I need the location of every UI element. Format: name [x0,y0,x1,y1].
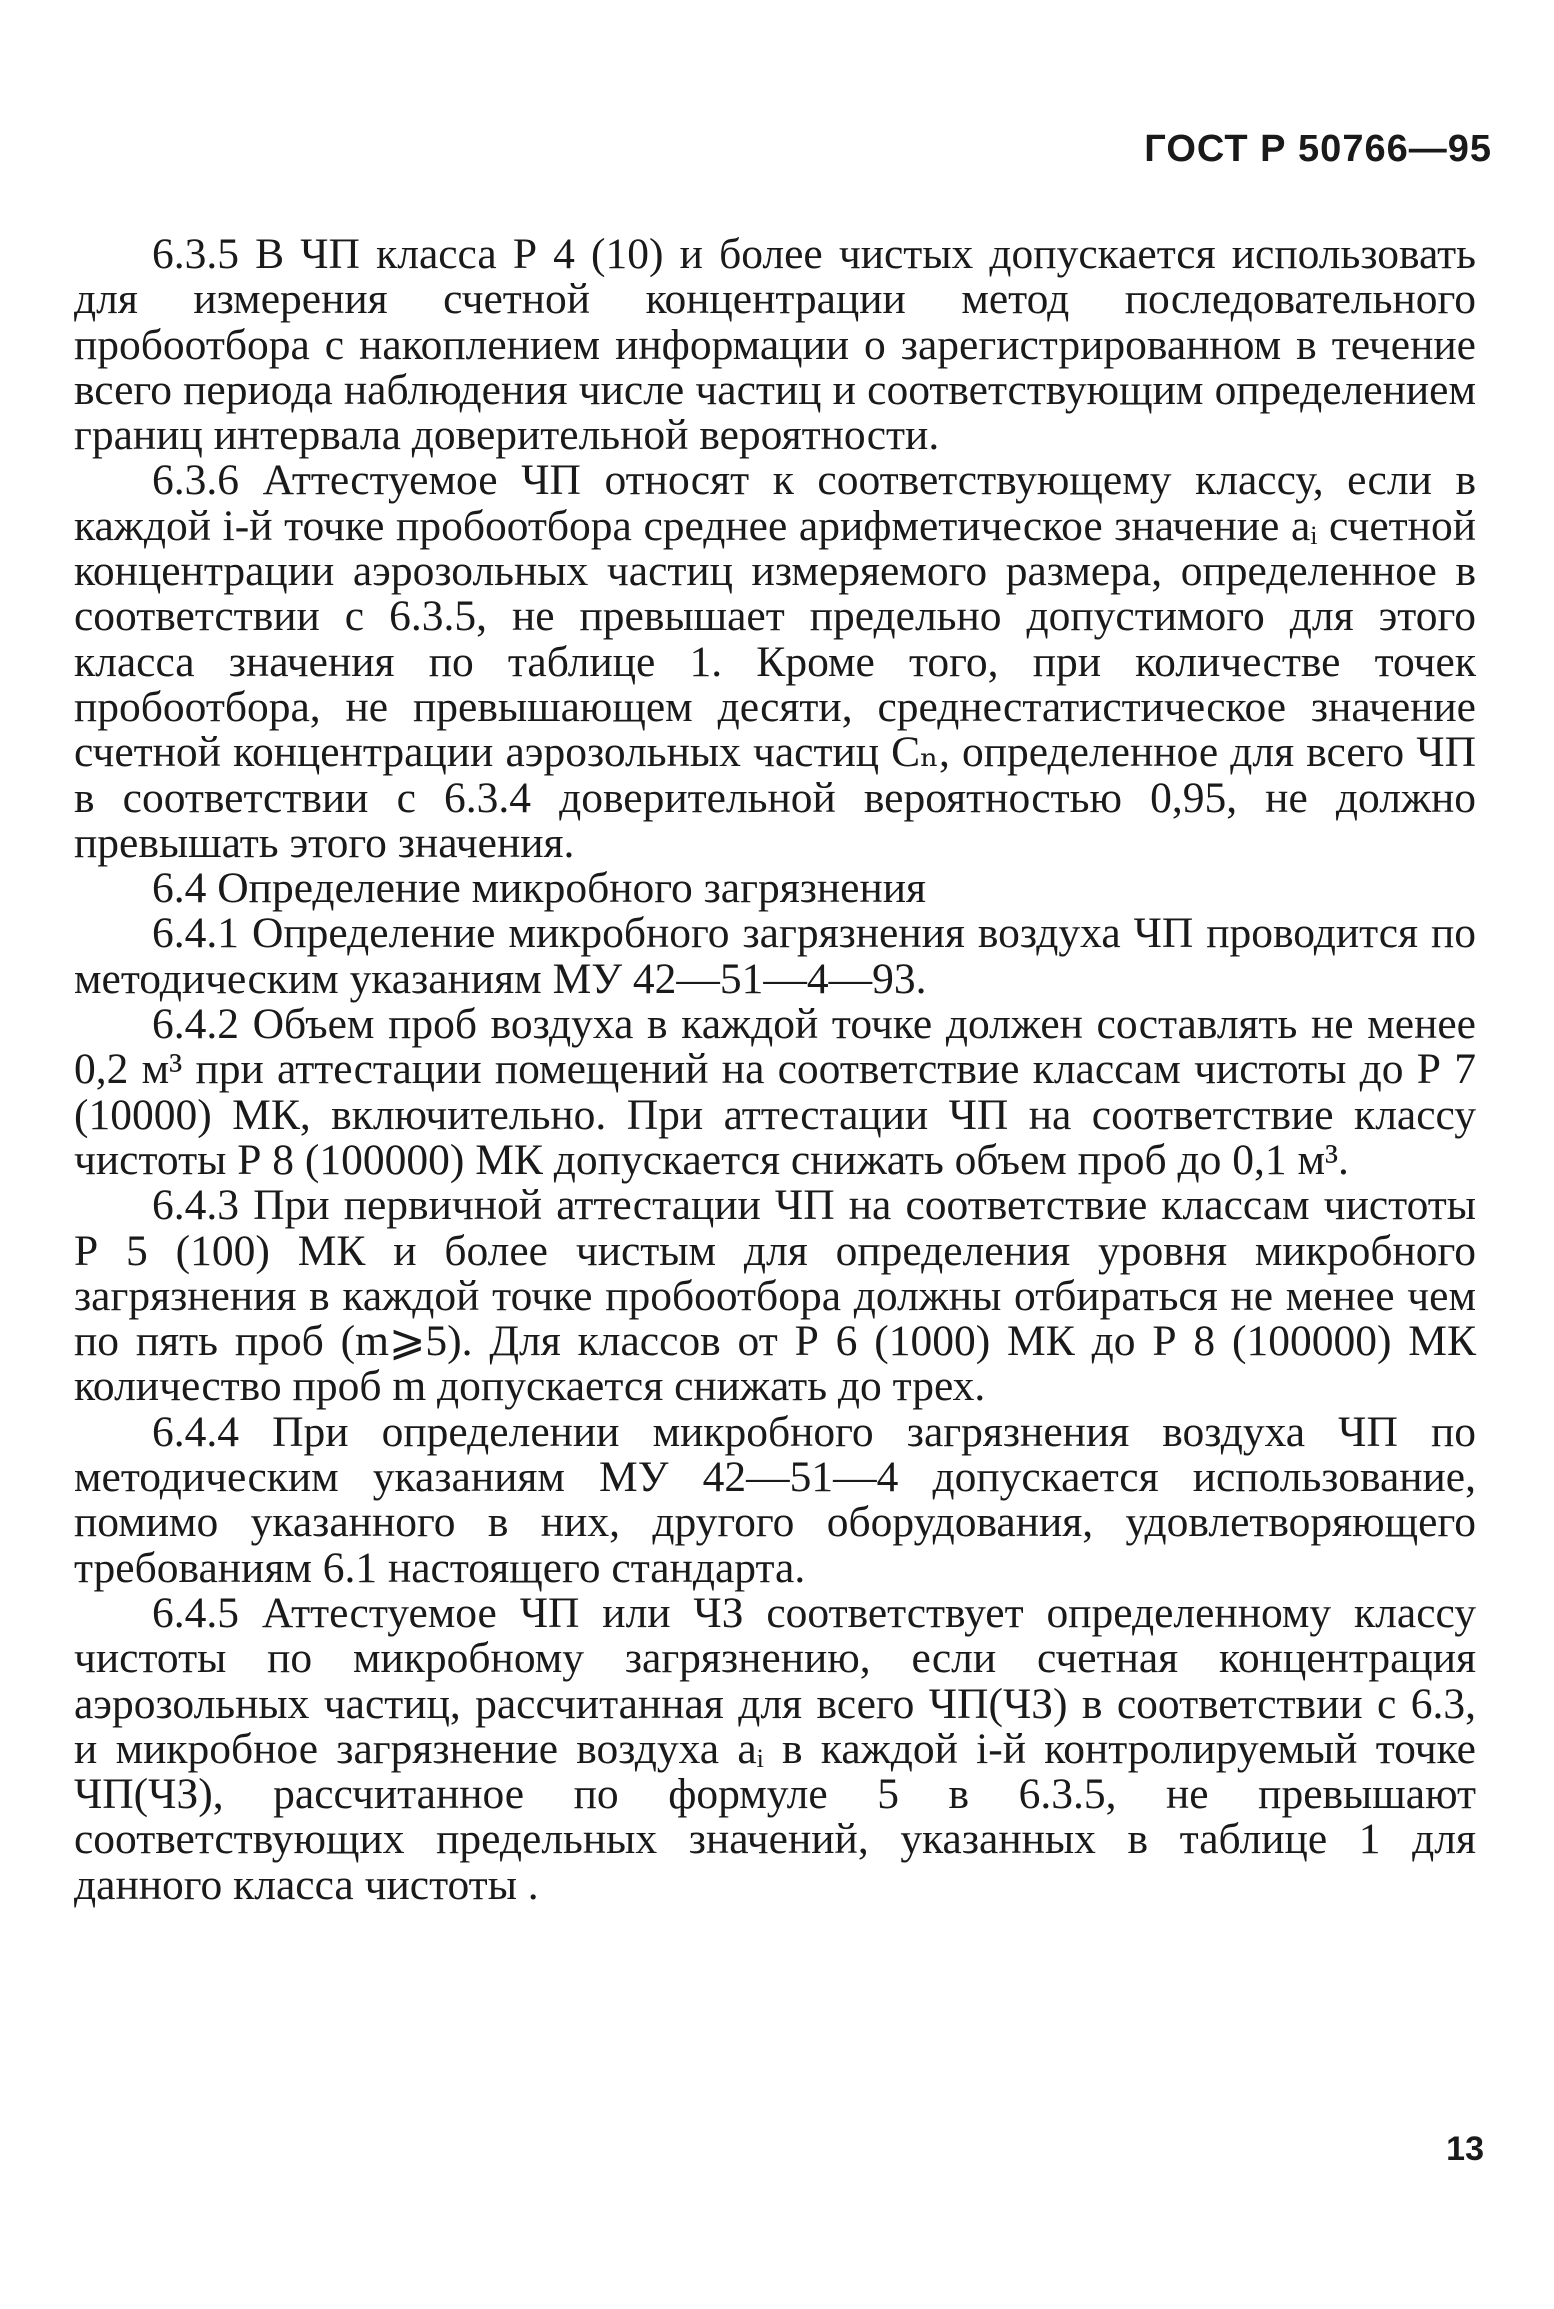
section-heading-6-4: 6.4 Определение микробного загрязнения [152,864,927,913]
paragraph-6-4-2: 6.4.2 Объем проб воздуха в каждой точке должен составлять не менее 0,2 м³ при аттестации помещений на соответствие классам чистоты до Р 7 (10000) МК, включительно. При аттестации ЧП на соответствие классу чистоты Р 8 (100000) МК допускается снижать объем проб до 0,1 м³. [74,1000,1476,1184]
paragraph-6-4-4: 6.4.4 При определении микробного загрязнения воздуха ЧП по методическим указаниям МУ 42—51—4 допускается использование, помимо указанного в них, другого оборудования, удовлетворяющего требованиям 6.1 настоящего стандарта. [74,1407,1476,1592]
paragraph-6-3-6: 6.3.6 Аттестуемое ЧП относят к соответствующему классу, если в каждой i-й точке пробоотбора среднее арифметическое значение aᵢ счетной концентрации аэрозольных частиц измеряемого размера, определенное в соответствии с 6.3.5, не превышает предельно допустимого для этого класса значения по таблице 1. Кроме того, при количестве точек пробоотбора, не превышающем десяти, среднестатистическое значение счетной концентрации аэрозольных частиц Cₙ, определенное для всего ЧП в соответствии с 6.3.4 доверительной вероятностью 0,95, не должно превышать этого значения. [74,456,1476,867]
paragraph-6-4-3: 6.4.3 При первичной аттестации ЧП на соответствие классам чистоты Р 5 (100) МК и более чистым для определения уровня микробного загрязнения в каждой точке пробоотбора должны отбираться не менее чем по пять проб (m⩾5). Для классов от Р 6 (1000) МК до Р 8 (100000) МК количество проб m допускается снижать до трех. [74,1181,1476,1411]
document-header: ГОСТ Р 50766—95 [1144,128,1492,170]
paragraph-6-4-1: 6.4.1 Определение микробного загрязнения воздуха ЧП проводится по методическим указаниям МУ 42—51—4—93. [74,909,1476,1003]
page-number: 13 [1446,2130,1484,2168]
paragraph-6-4-5: 6.4.5 Аттестуемое ЧП или ЧЗ соответствует определенному классу чистоты по микробному загрязнению, если счетная концентрация аэрозольных частиц, рассчитанная для всего ЧП(ЧЗ) в соответствии с 6.3, и микробное загрязнение воздуха aᵢ в каждой i-й контролируемый точке ЧП(ЧЗ), рассчитанное по формуле 5 в 6.3.5, не превышают соответствующих предельных значений, указанных в таблице 1 для данного класса чистоты . [74,1588,1476,1909]
paragraph-6-3-5: 6.3.5 В ЧП класса Р 4 (10) и более чистых допускается использовать для измерения счетной концентрации метод последовательного пробоотбора с накоплением информации о зарегистрированном в течение всего периода наблюдения числе частиц и соответствующим определением границ интервала доверительной вероятности. [74,230,1476,460]
document-body [74,232,1476,1908]
